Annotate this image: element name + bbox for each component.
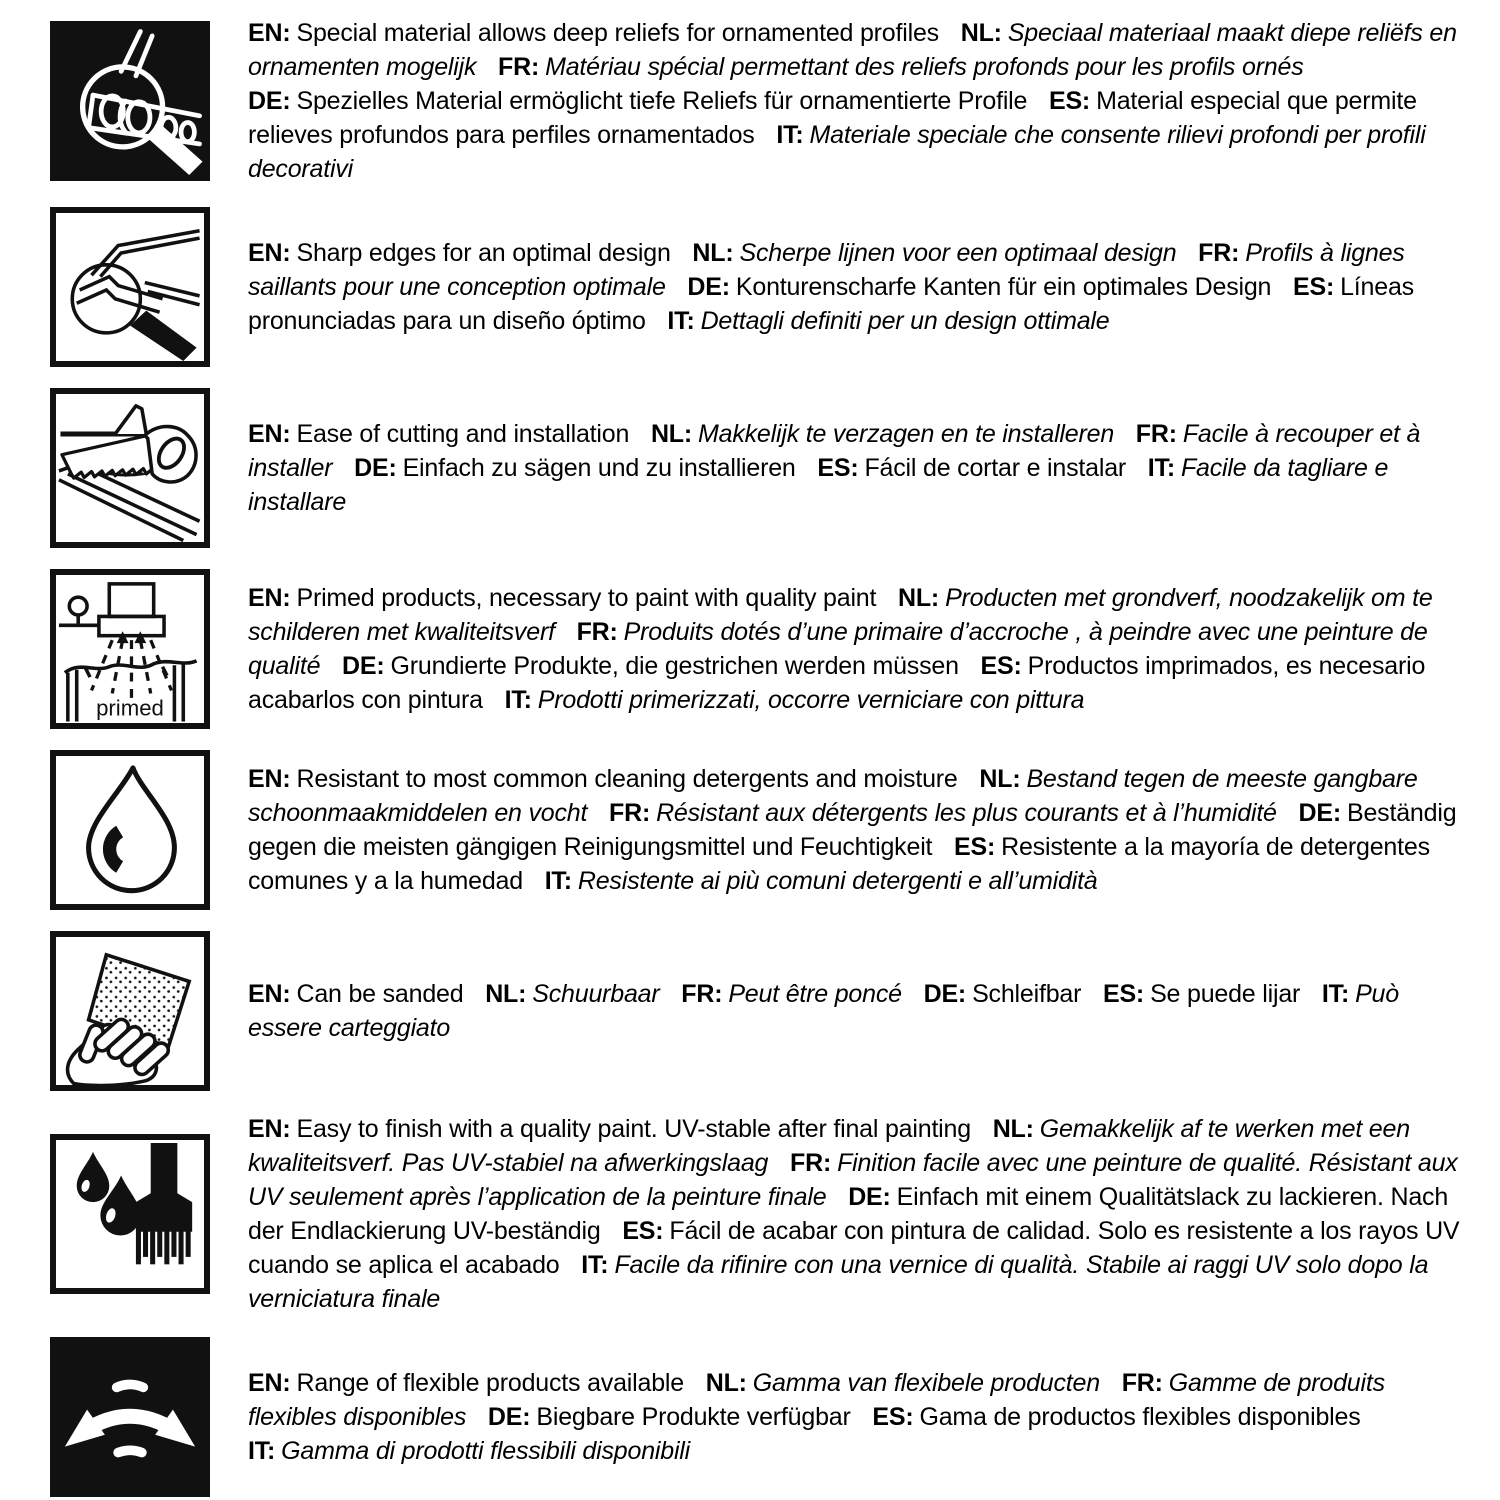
lang-text: Makkelijk te verzagen en te installeren bbox=[698, 420, 1115, 448]
feature-row bbox=[50, 207, 1482, 367]
lang-label: EN: bbox=[248, 584, 291, 612]
lang-label: NL: bbox=[992, 1115, 1034, 1143]
water-drop-icon bbox=[50, 750, 210, 910]
lang-text: Materiale speciale che consente rilievi profondi per profili decorativi bbox=[248, 121, 1426, 183]
lang-segment-en bbox=[248, 239, 671, 267]
lang-label: DE: bbox=[354, 454, 397, 482]
lang-label: IT: bbox=[248, 1437, 276, 1465]
lang-label: IT: bbox=[776, 121, 804, 149]
lang-text: Facile da tagliare e installare bbox=[248, 454, 1389, 516]
lang-text: Fácil de acabar con pintura de calidad. Solo es resistente a los rayos UV cuando se aplica el acabado bbox=[248, 1217, 1460, 1279]
lang-segment-it bbox=[505, 686, 1085, 714]
lang-segment-en bbox=[248, 420, 629, 448]
lang-segment-fr bbox=[681, 980, 902, 1008]
lang-label: ES: bbox=[872, 1403, 914, 1431]
lang-text: Resistente ai più comuni detergenti e all’umidità bbox=[577, 867, 1098, 895]
primed-label: primed bbox=[96, 695, 164, 721]
lang-label: EN: bbox=[248, 1115, 291, 1143]
lang-label: EN: bbox=[248, 420, 291, 448]
lang-segment-it bbox=[248, 1437, 690, 1465]
lang-label: DE: bbox=[848, 1183, 891, 1211]
lang-segment-nl bbox=[706, 1369, 1100, 1397]
lang-label: EN: bbox=[248, 980, 291, 1008]
lang-label: NL: bbox=[705, 1369, 747, 1397]
feature-description bbox=[248, 236, 1463, 338]
lang-label: NL: bbox=[960, 19, 1002, 47]
lang-segment-en bbox=[248, 584, 876, 612]
lang-segment-es bbox=[1103, 980, 1300, 1008]
lang-segment-de bbox=[488, 1403, 851, 1431]
feature-list bbox=[50, 16, 1482, 1497]
lang-segment-de bbox=[248, 87, 1027, 115]
feature-row bbox=[50, 931, 1482, 1091]
lang-label: IT: bbox=[1147, 454, 1175, 482]
lang-label: ES: bbox=[980, 652, 1022, 680]
lang-label: IT: bbox=[667, 307, 695, 335]
feature-row bbox=[50, 1337, 1482, 1497]
lang-text: Spezielles Material ermöglicht tiefe Reliefs für ornamentierte Profile bbox=[296, 87, 1028, 115]
lang-label: FR: bbox=[1121, 1369, 1163, 1397]
lang-text: Può essere carteggiato bbox=[248, 980, 1399, 1042]
lang-text: Einfach mit einem Qualitätslack zu lackieren. Nach der Endlackierung UV-beständig bbox=[248, 1183, 1449, 1245]
lang-label: FR: bbox=[790, 1149, 832, 1177]
lang-segment-nl bbox=[485, 980, 659, 1008]
lang-segment-it bbox=[667, 307, 1109, 335]
lang-label: ES: bbox=[1293, 273, 1335, 301]
lang-segment-de bbox=[354, 454, 796, 482]
lang-label: EN: bbox=[248, 1369, 291, 1397]
lang-text: Facile da rifinire con una vernice di qualità. Stabile ai raggi UV solo dopo la verniciatura finale bbox=[248, 1251, 1429, 1313]
primer-spray-icon bbox=[50, 569, 210, 729]
lang-text: Résistant aux détergents les plus courants et à l’humidité bbox=[656, 799, 1277, 827]
lang-segment-es bbox=[872, 1403, 1360, 1431]
lang-label: DE: bbox=[487, 1403, 531, 1431]
lang-label: EN: bbox=[248, 765, 291, 793]
lang-text: Gamme de produits flexibles disponibles bbox=[248, 1369, 1385, 1431]
lang-label: FR: bbox=[1198, 239, 1240, 267]
lang-label: DE: bbox=[687, 273, 730, 301]
lang-segment-fr bbox=[609, 799, 1277, 827]
lang-text: Range of flexible products available bbox=[296, 1369, 684, 1397]
lang-segment-nl bbox=[692, 239, 1176, 267]
lang-segment-en bbox=[248, 19, 939, 47]
lang-text: Schleifbar bbox=[972, 980, 1082, 1008]
lang-text: Gamma di prodotti flessibili disponibili bbox=[281, 1437, 691, 1465]
lang-label: EN: bbox=[248, 19, 291, 47]
lang-text: Speciaal materiaal maakt diepe reliëfs en ornamenten mogelijk bbox=[248, 19, 1457, 81]
lang-text: Primed products, necessary to paint with quality paint bbox=[296, 584, 877, 612]
feature-row bbox=[50, 388, 1482, 548]
lang-text: Scherpe lijnen voor een optimaal design bbox=[739, 239, 1177, 267]
feature-description bbox=[248, 977, 1463, 1045]
lang-label: ES: bbox=[817, 454, 859, 482]
feature-row bbox=[50, 1112, 1482, 1316]
lang-text: Special material allows deep reliefs for ornamented profiles bbox=[296, 19, 939, 47]
lang-label: ES: bbox=[622, 1217, 664, 1245]
lang-segment-en bbox=[248, 1115, 971, 1143]
feature-description bbox=[248, 16, 1463, 186]
lang-label: NL: bbox=[692, 239, 734, 267]
feature-description bbox=[248, 762, 1463, 898]
feature-description bbox=[248, 1112, 1463, 1316]
lang-text: Produits dotés d’une primaire d’accroche , à peindre avec une peinture de qualité bbox=[248, 618, 1428, 680]
lang-label: EN: bbox=[248, 239, 291, 267]
lang-label: IT: bbox=[1321, 980, 1350, 1008]
lang-segment-nl bbox=[651, 420, 1114, 448]
sanding-hand-icon bbox=[50, 931, 210, 1091]
lang-label: NL: bbox=[485, 980, 527, 1008]
flex-arrows-icon bbox=[50, 1337, 210, 1497]
lang-text: Can be sanded bbox=[296, 980, 464, 1008]
lang-text: Gamma van flexibele producten bbox=[752, 1369, 1100, 1397]
lang-text: Schuurbaar bbox=[532, 980, 660, 1008]
lang-label: FR: bbox=[609, 799, 651, 827]
lang-segment-it bbox=[545, 867, 1098, 895]
lang-label: ES: bbox=[1048, 87, 1091, 115]
lang-text: Finition facile avec une peinture de qualité. Résistant aux UV seulement après l’application de la peinture finale bbox=[248, 1149, 1458, 1211]
feature-row bbox=[50, 16, 1482, 186]
lang-label: IT: bbox=[581, 1251, 609, 1279]
lang-label: FR: bbox=[681, 980, 723, 1008]
lang-text: Grundierte Produkte, die gestrichen werden müssen bbox=[390, 652, 959, 680]
feature-description bbox=[248, 417, 1463, 519]
lang-text: Easy to finish with a quality paint. UV-stable after final painting bbox=[296, 1115, 971, 1143]
lang-label: FR: bbox=[498, 53, 540, 81]
lang-label: FR: bbox=[1135, 420, 1177, 448]
lang-text: Bestand tegen de meeste gangbare schoonmaakmiddelen en vocht bbox=[248, 765, 1418, 827]
lang-label: FR: bbox=[576, 618, 618, 646]
lang-text: Konturenscharfe Kanten für ein optimales Design bbox=[735, 273, 1272, 301]
lang-text: Einfach zu sägen und zu installieren bbox=[402, 454, 796, 482]
lang-label: DE: bbox=[1298, 799, 1341, 827]
lang-text: Líneas pronunciadas para un diseño óptimo bbox=[248, 273, 1414, 335]
lang-label: DE: bbox=[923, 980, 967, 1008]
lang-segment-de bbox=[687, 273, 1271, 301]
feature-row bbox=[50, 569, 1482, 729]
lang-text: Fácil de cortar e instalar bbox=[864, 454, 1127, 482]
lang-label: IT: bbox=[504, 686, 532, 714]
lang-segment-en bbox=[248, 980, 463, 1008]
lang-text: Prodotti primerizzati, occorre verniciare con pittura bbox=[537, 686, 1085, 714]
lang-text: Producten met grondverf, noodzakelijk om te schilderen met kwaliteitsverf bbox=[248, 584, 1433, 646]
ornamented-profile-magnifier-icon bbox=[50, 21, 210, 181]
lang-label: NL: bbox=[898, 584, 940, 612]
sharp-edges-magnifier-icon bbox=[50, 207, 210, 367]
lang-text: Sharp edges for an optimal design bbox=[296, 239, 671, 267]
lang-segment-de bbox=[924, 980, 1082, 1008]
saw-icon bbox=[50, 388, 210, 548]
lang-text: Productos imprimados, es necesario acabarlos con pintura bbox=[248, 652, 1426, 714]
lang-text: Ease of cutting and installation bbox=[296, 420, 630, 448]
lang-text: Resistente a la mayoría de detergentes comunes y a la humedad bbox=[248, 833, 1430, 895]
lang-label: ES: bbox=[1102, 980, 1145, 1008]
lang-text: Resistant to most common cleaning detergents and moisture bbox=[296, 765, 958, 793]
lang-label: IT: bbox=[544, 867, 572, 895]
lang-label: ES: bbox=[954, 833, 996, 861]
lang-segment-es bbox=[817, 454, 1126, 482]
lang-label: DE: bbox=[342, 652, 385, 680]
lang-label: NL: bbox=[979, 765, 1021, 793]
lang-segment-en bbox=[248, 1369, 684, 1397]
lang-segment-en bbox=[248, 765, 958, 793]
feature-description bbox=[248, 1366, 1463, 1468]
lang-text: Biegbare Produkte verfügbar bbox=[536, 1403, 851, 1431]
feature-row bbox=[50, 750, 1482, 910]
lang-text: Material especial que permite relieves profundos para perfiles ornamentados bbox=[248, 87, 1417, 149]
feature-description bbox=[248, 581, 1463, 717]
lang-text: Facile à recouper et à installer bbox=[248, 420, 1421, 482]
lang-text: Se puede lijar bbox=[1150, 980, 1301, 1008]
lang-text: Matériau spécial permettant des reliefs profonds pour les profils ornés bbox=[545, 53, 1304, 81]
lang-text: Profils à lignes saillants pour une conception optimale bbox=[248, 239, 1405, 301]
lang-text: Gama de productos flexibles disponibles bbox=[919, 1403, 1361, 1431]
lang-text: Peut être poncé bbox=[728, 980, 902, 1008]
lang-text: Gemakkelijk af te werken met een kwaliteitsverf. Pas UV-stabiel na afwerkingslaag bbox=[248, 1115, 1410, 1177]
lang-label: NL: bbox=[650, 420, 692, 448]
lang-segment-fr bbox=[498, 53, 1303, 81]
lang-text: Beständig gegen die meisten gängigen Reinigungsmittel und Feuchtigkeit bbox=[248, 799, 1457, 861]
lang-text: Dettagli definiti per un design ottimale bbox=[700, 307, 1110, 335]
lang-label: DE: bbox=[248, 87, 291, 115]
lang-segment-de bbox=[342, 652, 959, 680]
paint-brush-drops-icon bbox=[50, 1134, 210, 1294]
